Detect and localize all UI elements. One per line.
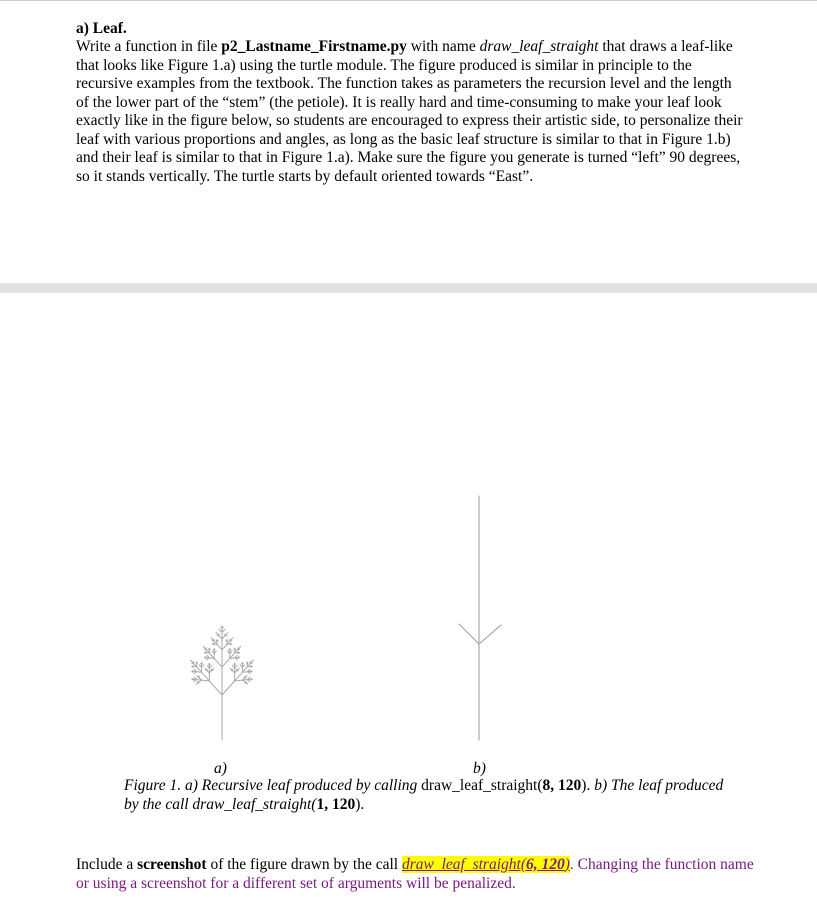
leaf-stroke <box>194 673 195 674</box>
call-args: 6, 120 <box>526 856 565 873</box>
call-name: draw_leaf_straight( <box>401 856 526 873</box>
caption-call: draw_leaf_straight( <box>421 777 543 794</box>
instr-warning: . Changing the function name or using a screenshot for a different set of arguments will be penalized. <box>76 856 754 892</box>
figure-label-b: b) <box>473 760 486 777</box>
instr-text: of the figure drawn by the call <box>206 856 402 873</box>
caption-text: b) The leaf produced by the call draw_leaf_straight( <box>124 777 724 813</box>
section-heading: a) Leaf. <box>76 20 127 37</box>
leaf-stroke <box>240 646 241 647</box>
para-text: Write a function in file <box>76 38 222 55</box>
leaf-stroke <box>213 668 214 669</box>
leaf-stroke <box>197 675 198 676</box>
filename: p2_Lastname_Firstname.py <box>221 38 407 55</box>
leaf-stroke <box>216 632 217 633</box>
leaf-stroke <box>238 668 239 669</box>
leaf-stroke <box>194 681 195 682</box>
leaf-stroke <box>217 644 222 649</box>
leaf-stroke <box>199 665 200 666</box>
leaf-stroke <box>249 673 250 674</box>
leaf-stroke <box>459 624 479 644</box>
leaf-stroke <box>194 669 195 670</box>
leaf-stroke <box>196 683 197 684</box>
leaf-stroke <box>228 651 229 652</box>
leaf-stroke <box>227 632 228 633</box>
leaf-stroke <box>202 672 210 681</box>
figure-label-a: a) <box>214 760 227 777</box>
leaf-stroke <box>235 672 243 681</box>
highlighted-call <box>402 856 570 873</box>
leaf-stroke <box>252 660 253 661</box>
leaf-stroke <box>249 669 250 670</box>
leaf-stroke <box>249 677 250 678</box>
leaf-stroke <box>212 651 213 652</box>
caption-text: Figure 1. a) Recursive leaf produced by calling <box>124 777 422 794</box>
leaf-stroke <box>222 644 227 649</box>
assignment-paragraph <box>76 38 748 186</box>
figure-leaf-drawings <box>100 435 620 765</box>
leaf-stroke <box>240 665 241 666</box>
leaf-stroke <box>197 680 202 681</box>
leaf-stroke <box>230 668 231 669</box>
leaf-stroke <box>205 668 206 669</box>
leaf-stroke <box>219 629 220 630</box>
leaf-stroke <box>207 659 208 660</box>
function-name: draw_leaf_straight <box>479 38 599 55</box>
leaf-stroke <box>247 683 248 684</box>
leaf-stroke <box>236 666 237 667</box>
instr-bold: screenshot <box>137 856 207 873</box>
instr-text: Include a <box>76 856 138 873</box>
leaf-stroke <box>194 677 195 678</box>
leaf-stroke <box>244 665 245 666</box>
leaf-stroke <box>203 665 204 666</box>
leaf-stroke <box>243 680 248 681</box>
para-text: that draws a leaf-like that looks like Figure 1.a) using the turtle module. The figure produced is similar in principle to the recursive examples from the textbook. The function takes as parameters the recursion level and the length of the lower part of the “stem” (the petiole). It is really hard and time-consuming to make your leaf look exactly like in the figure below, so students are encouraged to express their artistic side, to personalize their leaf with various proportions and angles, as long as the basic leaf structure is similar to that in Figure 1.b) and their leaf is similar to that in Figure 1.a). Make sure the figure you generate is turned “left” 90 degrees, so it stands vertically. The turtle starts by default oriented towards “East”. <box>76 38 743 185</box>
call-end: ) <box>564 856 570 873</box>
leaf-stroke <box>236 655 237 656</box>
leaf-stroke <box>207 666 208 667</box>
leaf-stroke <box>249 681 250 682</box>
leaf-stroke <box>236 659 237 660</box>
leaf-stroke <box>211 638 212 639</box>
caption-args: 8, 120 <box>542 777 582 794</box>
leaf-stroke <box>211 666 212 667</box>
leaf-stroke <box>246 675 247 676</box>
leaf-stroke <box>222 681 235 695</box>
caption-text: ). <box>581 777 595 794</box>
leaf-stroke <box>203 646 204 647</box>
leaf-stroke <box>216 651 217 652</box>
leaf-stroke <box>209 681 222 695</box>
leaf-stroke <box>224 629 225 630</box>
instructions-paragraph <box>76 856 756 893</box>
leaf-stroke <box>232 666 233 667</box>
recursive-leaf-figure <box>191 626 254 740</box>
caption-text: ). <box>355 795 365 813</box>
simple-leaf-figure <box>459 496 501 740</box>
figure-caption <box>124 777 724 814</box>
leaf-stroke <box>191 660 192 661</box>
leaf-stroke <box>207 655 208 656</box>
page-1 <box>0 0 817 284</box>
leaf-stroke <box>231 651 232 652</box>
leaf-stroke <box>232 638 233 639</box>
caption-args: 1, 120 <box>316 795 356 813</box>
leaf-stroke <box>222 658 230 667</box>
para-text: with name <box>406 38 480 55</box>
leaf-stroke <box>479 625 501 644</box>
page-gap <box>0 283 817 293</box>
leaf-stroke <box>214 658 222 667</box>
